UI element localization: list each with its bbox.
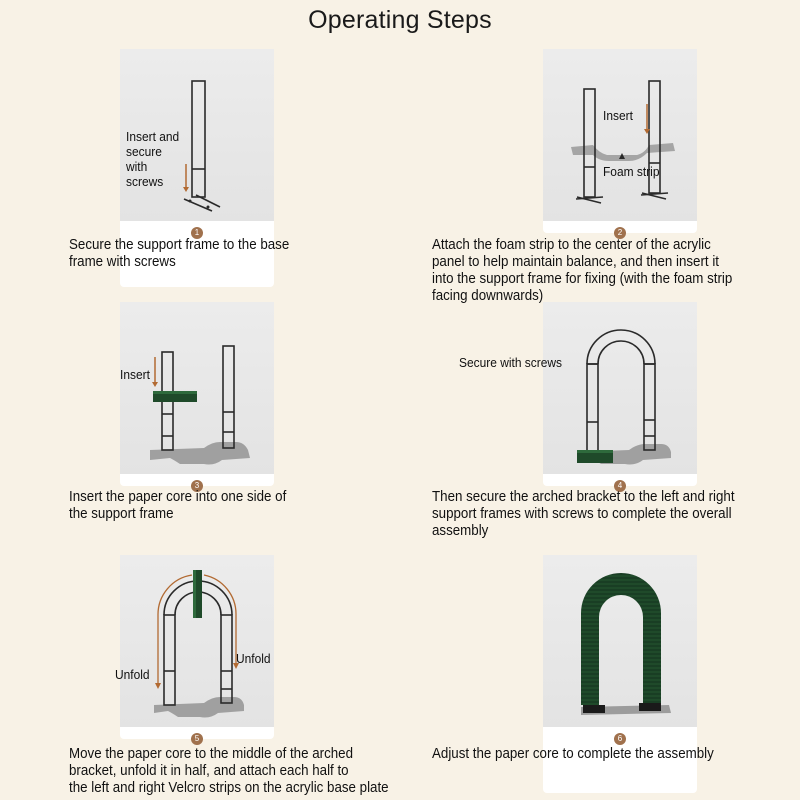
step-2-frame-drawing <box>543 49 697 221</box>
step-2-illustration <box>543 49 697 221</box>
step-5-card <box>115 555 274 743</box>
step-2-label: Foam strip <box>603 164 660 179</box>
step-2-number-badge: 2 <box>614 227 626 239</box>
step-4-frame-drawing <box>543 302 697 474</box>
step-1-label: secure <box>126 144 162 159</box>
step-1-label: with <box>126 159 148 174</box>
step-3-frame-drawing <box>120 302 274 474</box>
step-3-card <box>120 302 274 490</box>
step-3-caption: Insert the paper core into one side of the support frame <box>69 489 287 522</box>
step-6-number-badge: 6 <box>614 733 626 745</box>
step-3-illustration <box>120 302 274 474</box>
step-5-frame-drawing <box>120 555 274 727</box>
step-2-card <box>543 49 697 237</box>
step-6-caption: Adjust the paper core to complete the assembly <box>432 746 714 762</box>
step-1-number-badge: 1 <box>191 227 203 239</box>
step-4-caption: Then secure the arched bracket to the left and right support frames with screws to complete the overall assembly <box>432 489 735 539</box>
step-5-label-left: Unfold <box>115 667 150 682</box>
step-4-screw-label: Secure with screws <box>459 355 563 370</box>
step-5-caption: Move the paper core to the middle of the arched bracket, unfold it in half, and attach each half to the left and right Velcro strips on the acrylic base plate <box>69 746 389 796</box>
page-title: Operating Steps <box>308 6 492 34</box>
step-3-label: Insert <box>120 367 150 382</box>
step-2-label: Insert <box>603 108 633 123</box>
step-2-caption: Attach the foam strip to the center of the acrylic panel to help maintain balance, and then insert it into the support frame for fixing (with the foam strip facing downwards) <box>432 237 733 304</box>
step-5-label-right: Unfold <box>236 651 271 666</box>
step-4-number-badge: 4 <box>614 480 626 492</box>
step-4-illustration <box>543 302 697 474</box>
step-1-caption: Secure the support frame to the base frame with screws <box>69 237 290 270</box>
step-3-number-badge: 3 <box>191 480 203 492</box>
step-4-card <box>543 302 697 490</box>
step-1-label: screws <box>126 174 164 189</box>
step-1-illustration <box>120 49 274 221</box>
step-5-illustration <box>115 555 274 727</box>
step-1-label: Insert and <box>126 129 180 144</box>
step-5-number-badge: 5 <box>191 733 203 745</box>
step-6-illustration <box>543 555 697 727</box>
step-6-assembled-drawing <box>543 555 697 727</box>
